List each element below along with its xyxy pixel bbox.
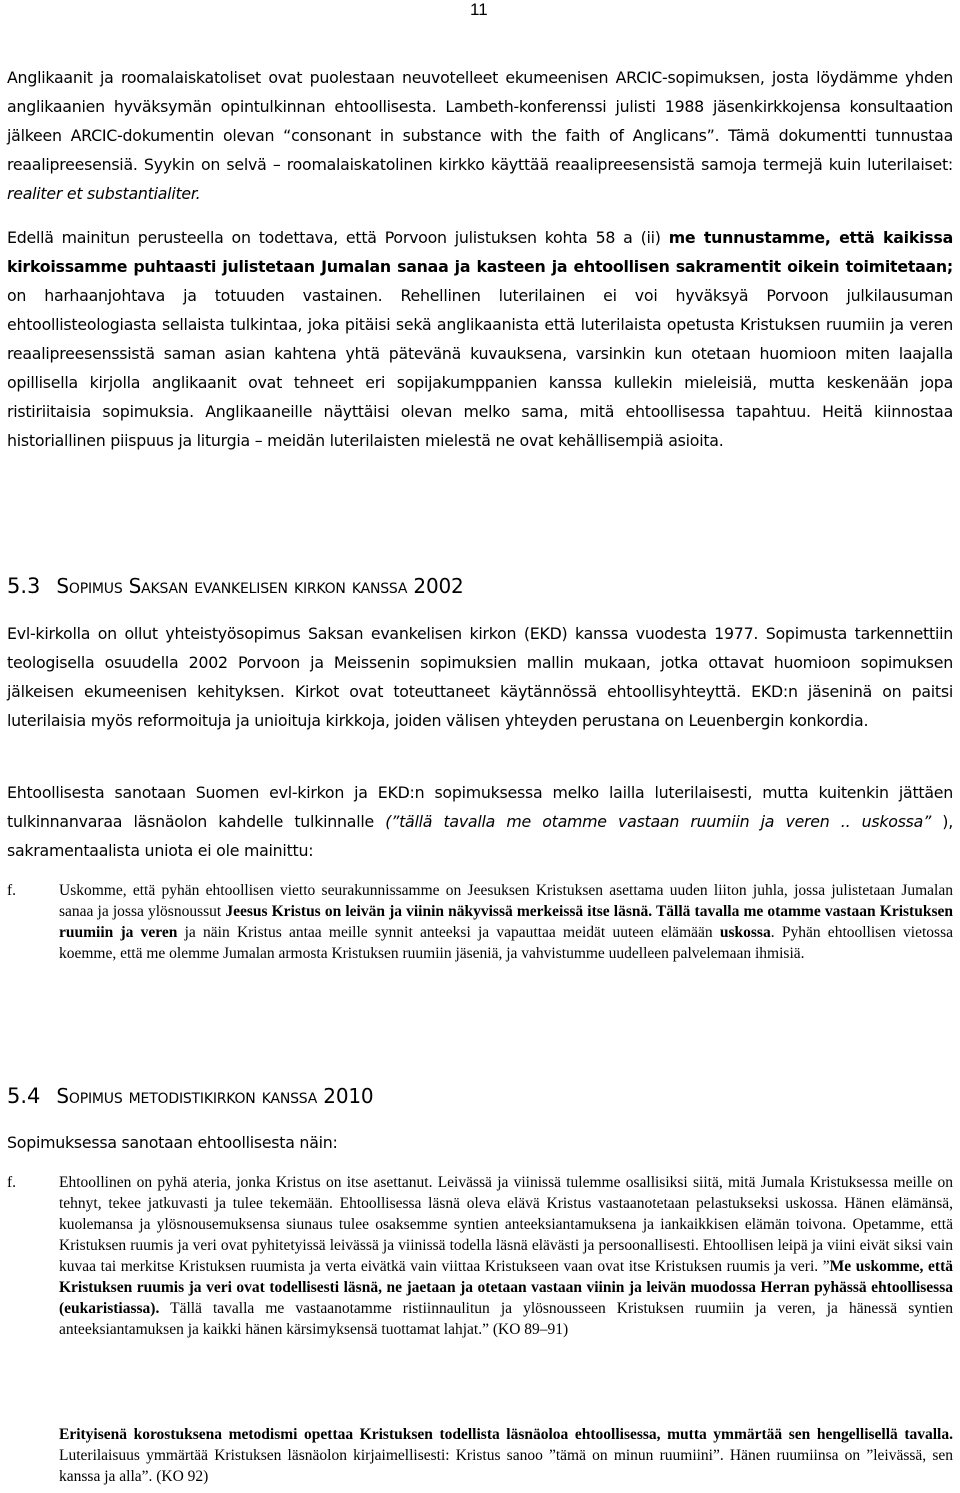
paragraph-ekd-communion-end: ), sakramentaalista uniota ei ole mainittu: [7,812,953,860]
paragraph-ekd: Evl-kirkolla on ollut yhteistyösopimus Saksan evankelisen kirkon (EKD) kanssa vuodesta 1977. Sopimusta tarkennettiin teologisella osuudella 2002 Porvoon ja Meissenin sopimuksien mallin mukaan, jotka ottavat huomioon sopimuksen jälkeisen ekumeenisen kehityksen. Kirkot ovat toteuttaneet käytännössä ehtoollisyhteyttä. EKD:n jäseninä on paitsi luterilaisia myös reformoituja ja unioituja kirkkoja, joiden välisen yhteyden perustana on Leuenbergin konkordia. [7,624,953,730]
paragraph-arcic-latin: realiter et substantialiter. [7,184,201,203]
paragraph-ekd-communion [7,778,953,865]
section-number: 5.4 [7,1084,41,1108]
quote-label: f. [7,1174,17,1191]
quote-methodist [7,1172,953,1340]
paragraph-arcic-text: Anglikaanit ja roomalaiskatoliset ovat puolestaan neuvotelleet ekumeenisen ARCIC-sopimuksen, josta löydämme yhden anglikaanien hyväksymän opintulkinnan ehtoollisesta. Lambeth-konferenssi julisti 1988 jäsenkirkkojensa konsultaation jälkeen ARCIC-dokumentin olevan “consonant in substance with the faith of Anglicans”. Tämä dokumentti tunnustaa reaalipreesensiä. Syykin on selvä – roomalaiskatolinen kirkko käyttää reaalipreesensistä samoja termejä kuin luterilaiset: [7,68,953,174]
quote-ekd-part: Uskomme, että pyhän ehtoollisen vietto seurakunnissamme on Jeesuksen Kristuksen asettama uuden liiton juhla, jossa julistetaan Jumalan sanaa ja jossa ylösnoussut [59,882,953,920]
paragraph-methodism-emphasis [7,1424,953,1487]
quote-ekd-part: . Pyhän ehtoollisen vietossa koemme, että me olemme Jumalan armosta Kristuksen ruumiin jäseniä, ja vahvistumme uudelleen palvelemaan ihmisiä. [59,924,953,962]
paragraph-porvoo-quote: me tunnustamme, että kaikissa kirkoissamme puhtaasti julistetaan Jumalan sanaa ja kasteen ja ehtoollisen sakramentit oikein toimitetaan; [7,228,953,276]
quote-ekd-part: ja näin Kristus antaa meille synnit anteeksi ja vapauttaa meidät uuteen elämään [177,924,720,941]
paragraph-porvoo-rest: on harhaanjohtava ja totuuden vastainen. Rehellinen luterilainen ei voi hyväksyä Porvoon julkilausuman ehtoollisteologiasta sellaista tulkintaa, joka pitäisi sekä anglikaanista että luterilaista opetusta Kristuksen ruumiin ja veren reaalipreesenssistä saman asian kahtena yhtä pätevänä kuvauksena, varsinkin kun otetaan huomioon miten laajalla opillisella kirjolla anglikaanit ovat tehneet eri sopijakumppanien kanssa kullekin mieleisiä, mutta keskenään jopa ristiriitaisia sopimuksia. Anglikaaneille näyttäisi olevan melko sama, mitä ehtoollisessa tapahtuu. Heitä kiinnostaa historiallinen piispuus ja liturgia – meidän luterilaisten mielestä ne ovat kehällisempiä asioita. [7,286,953,450]
quote-ekd-bold: uskossa [719,924,771,941]
section-title: Sopimus metodistikirkon kanssa 2010 [56,1084,374,1108]
paragraph-arcic [7,63,953,208]
section-heading-5-4 [7,1084,373,1108]
quote-ekd-text [59,880,953,964]
quote-methodist-bold: Me uskomme, että Kristuksen ruumis ja veri ovat todellisesti läsnä, ne jaetaan ja otetaan vastaan viinin ja leivän muodossa Herran pyhässä ehtoollisessa (eukaristiassa). [59,1258,953,1317]
methodism-emphasis-bold: Erityisenä korostuksena metodismi opettaa Kristuksen todellista läsnäoloa ehtoollisessa, mutta ymmärtää sen hengellisellä tavalla. [59,1426,953,1443]
paragraph-ekd-communion-quote: (”tällä tavalla me otamme vastaan ruumiin ja veren .. uskossa” [385,812,932,831]
quote-label: f. [7,882,17,899]
paragraph-porvoo-intro: Edellä mainitun perusteella on todettava, että Porvoon julistuksen kohta 58 a (ii) [7,228,669,247]
paragraph-ekd-communion-text: Ehtoollisesta sanotaan Suomen evl-kirkon ja EKD:n sopimuksessa melko lailla luterilaisesti, mutta kuitenkin jättäen tulkinnanvaraa läsnäolon kahdelle tulkinnalle [7,783,953,831]
page-number: 11 [470,0,488,19]
paragraph-methodist-intro: Sopimuksessa sanotaan ehtoollisesta näin: [7,1133,338,1152]
quote-ekd [7,880,953,964]
paragraph-porvoo [7,223,953,455]
quote-methodist-part: Tällä tavalla me vastaanotamme ristiinnaulitun ja ylösnousseen Kristuksen ruumiin ja veren, ja hänessä syntien anteeksiantamuksen ja kaikki hänen kärsimyksensä tuottamat lahjat.” (KO 89–91) [59,1300,953,1338]
quote-methodist-text [59,1172,953,1340]
methodism-emphasis-text: Luterilaisuus ymmärtää Kristuksen läsnäolon kirjaimellisesti: Kristus sanoo ”tämä on minun ruumiini”. Hänen ruumiinsa on ”leivässä, sen kanssa ja alla”. (KO 92) [59,1447,953,1485]
section-number: 5.3 [7,574,41,598]
quote-methodist-part: Ehtoollinen on pyhä ateria, jonka Kristus on itse asettanut. Leivässä ja viinissä tulemme osallisiksi siitä, mitä Jumala Kristuksessa meille on tehnyt, tekee jatkuvasti ja tulee tekemään. Ehtoollisessa läsnä oleva elävä Kristus vastaanotetaan pelastukseksi uskossa. Hänen elämänsä, kuolemansa ja ylösnousemuksensa siunaus tulee osaksemme syntien anteeksiantamuksena ja iankaikkisen elämän toivona. Opetamme, että Kristuksen ruumis ja veri ovat pyhitetyissä leivässä ja viinissä todella läsnä elävästi ja persoonallisesti. Ehtoollisen leipä ja viini eivät siksi vain kuvaa tai merkitse Kristuksen ruumista ja verta eivätkä vain viittaa Kristukseen vaan ovat itse Kristuksen ruumis ja veri. ” [59,1174,953,1275]
quote-ekd-bold: Jeesus Kristus on leivän ja viinin näkyvissä merkeissä itse läsnä. Tällä tavalla me otamme vastaan Kristuksen ruumiin ja veren [59,903,953,941]
section-heading-5-3 [7,574,464,598]
section-title: Sopimus Saksan evankelisen kirkon kanssa 2002 [56,574,464,598]
